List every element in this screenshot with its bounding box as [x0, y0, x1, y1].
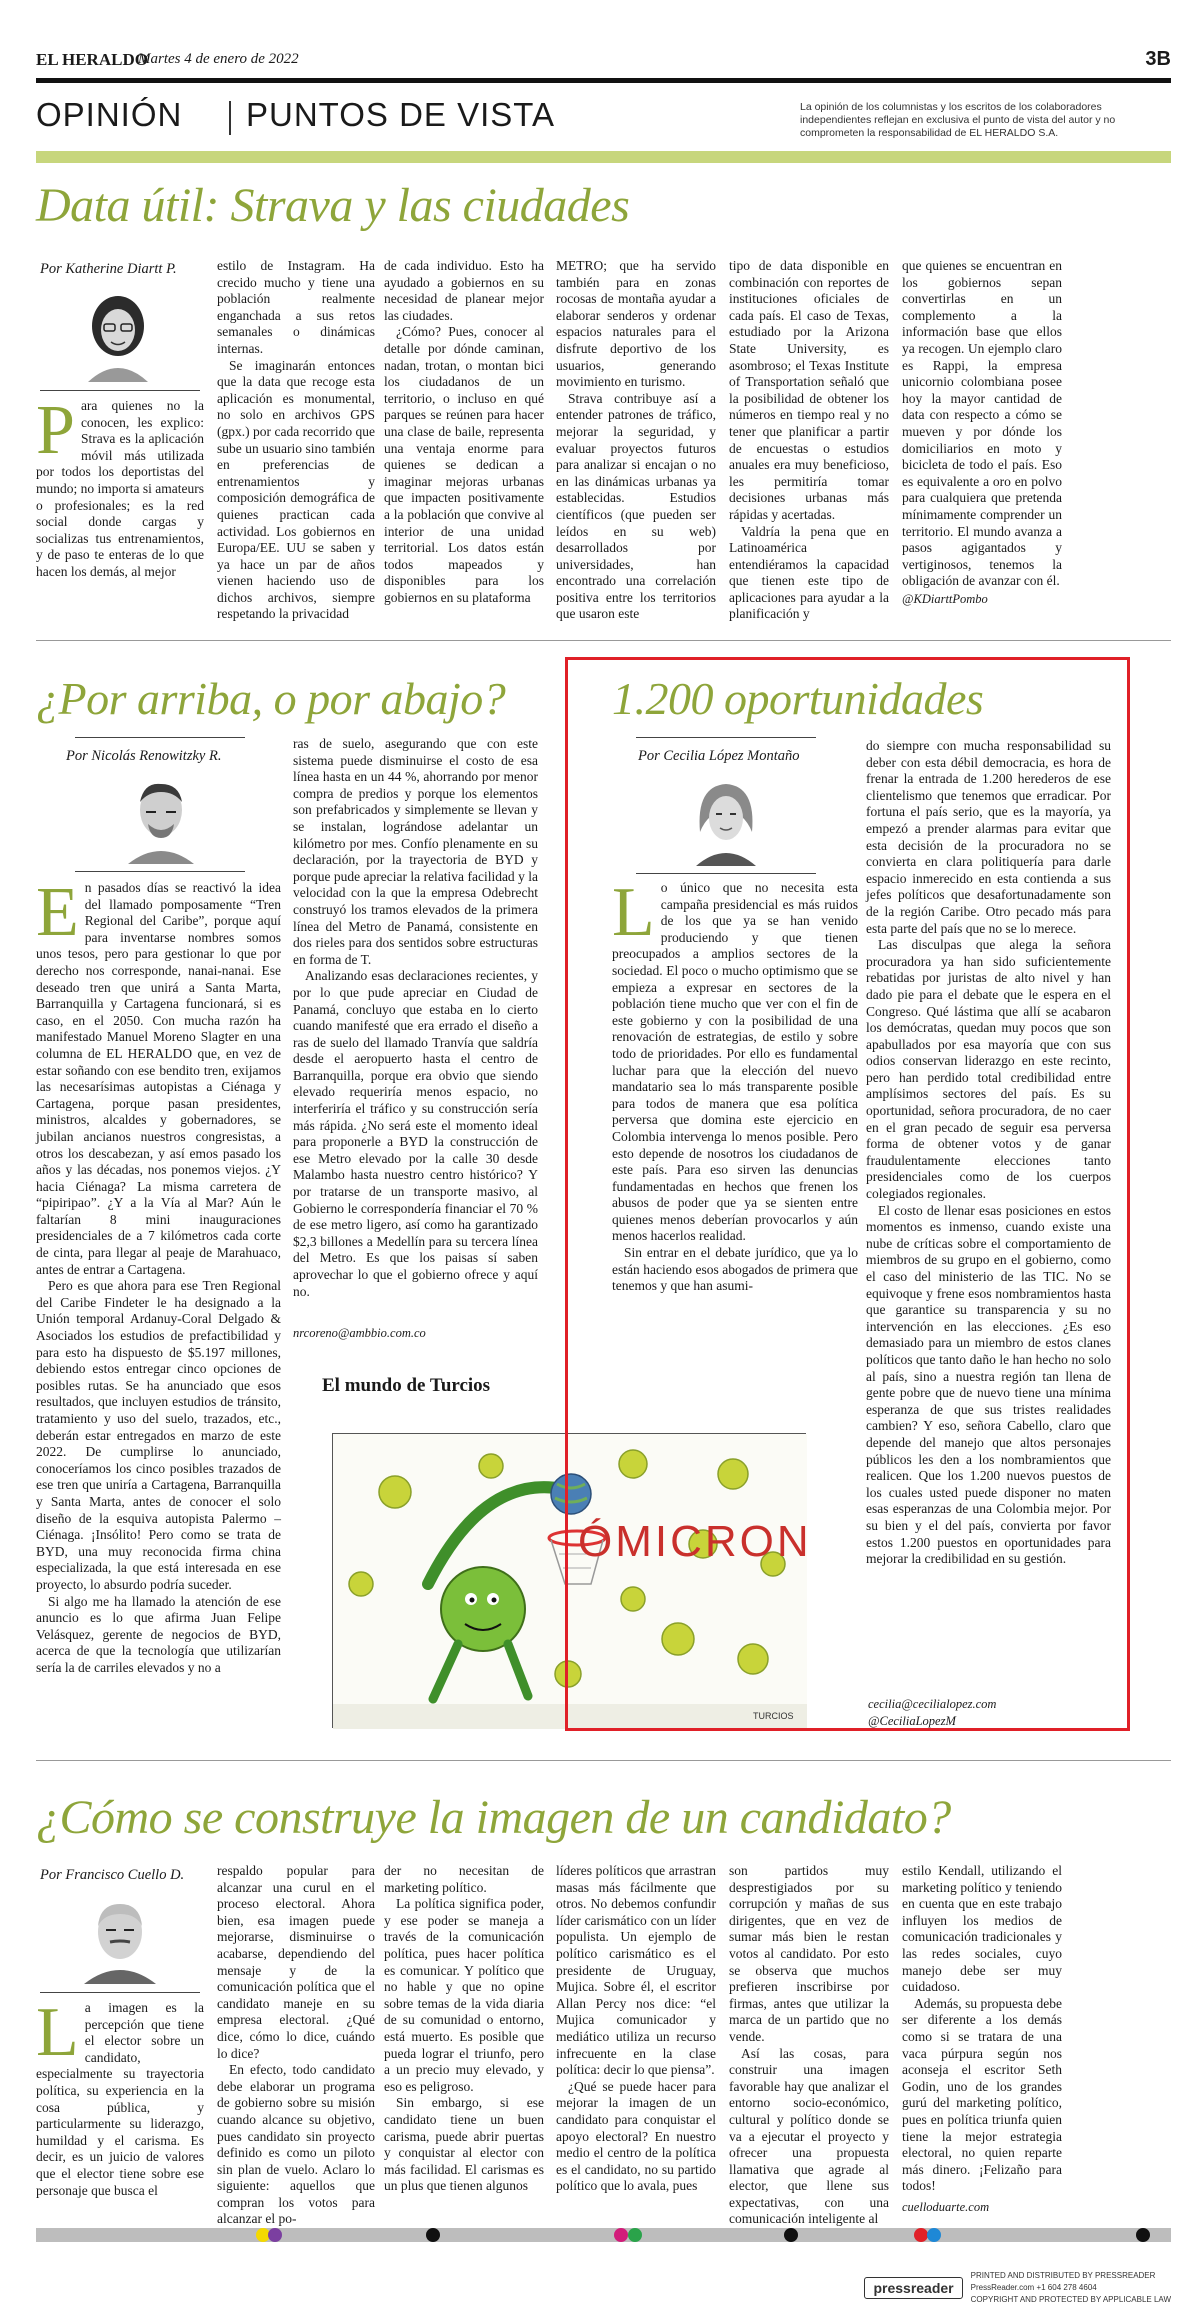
article3-handle: @CeciliaLopezM [868, 1714, 956, 1728]
article1-column-3 [384, 258, 544, 608]
cartoon-title: El mundo de Turcios [322, 1375, 491, 1396]
body-text: Valdría la pena que en Latinoamérica entendiéramos la capacidad que tienen este tipo de aplicaciones para ayudar a la planificación y [729, 523, 889, 622]
registration-dot-green [628, 2228, 642, 2242]
body-text: En efecto, todo candidato debe elaborar un programa de gobierno sobre su misión cuando alcance su objetivo, pues candidato sin proyecto definido es como un piloto sin plan de vuelo. Aclaro lo siguiente: aquellos que compran los votos para alcanzar el po- [217, 2062, 375, 2227]
separator-rule [36, 640, 1171, 641]
dropcap: L [36, 1994, 79, 2071]
body-text: do siempre con mucha responsabilidad su deber con esta débil democracia, es hora de frenar la entrada de 1.200 herederos de ese clientelismo que tenemos que erradicar. Por fortuna el país serio, que es la mayoría, ya empezó a prender alarmas para evitar que esta decisión de la procuradora no se convierta en clara politiquería para darle espacio inmerecido en esta contienda a sus jefes políticos que desafortunadamente son de la región Caribe. Otro pecado más para esta parte del país que no se lo merece. [866, 738, 1111, 936]
section-disclaimer: La opinión de los columnistas y los escritos de los colaboradores independientes reflejan en exclusiva el punto de vista del autor y no comprometen la responsabilidad de EL HERALDO S.A. [800, 101, 1116, 139]
registration-dot-black [784, 2228, 798, 2242]
newspaper-name: EL HERALDO [36, 50, 148, 69]
pressreader-line-3: COPYRIGHT AND PROTECTED BY APPLICABLE LAW [970, 2295, 1171, 2304]
body-text: Sin entrar en el debate jurídico, que ya lo están haciendo esos abogados de primera que tenemos y que han asumi- [612, 1245, 858, 1294]
article1-headline: Data útil: Strava y las ciudades [36, 179, 630, 232]
pressreader-line-2: PressReader.com +1 604 278 4604 [970, 2283, 1097, 2292]
article3-byline: Por Cecilia López Montaño [638, 748, 800, 764]
article4-column-1 [36, 1994, 204, 2215]
page-number: 3B [1145, 48, 1171, 70]
body-text: Si algo me ha llamado la atención de ese anuncio es lo que afirma Juan Felipe Velásquez, gerente de negocios de BYD, acerca de que la tecnología que utilizarían sería la de carriles elevados y no a [36, 1593, 281, 1675]
pressreader-logo: pressreader [864, 2277, 962, 2299]
article3-email: cecilia@cecilialopez.com [868, 1697, 997, 1711]
body-text: tipo de data disponible en combinación con reportes de instituciones oficiales de cada país. El caso de Texas, estudiado por la Arizona State University, es asombroso; el Texas Institute of Transportation señaló que la posibilidad de obtener los números en tiempo real y no tener que planificar a partir de encuestas o estudios anuales era muy beneficioso, les permitiría tomar decisiones urbanas más rápidas y acertadas. [729, 258, 889, 522]
body-text: a imagen es la percepción que tiene el elector sobre un candidato, especialmente su trayectoria política, su experiencia en la cosa pública, y particularmente su liderazgo, humildad y el carisma. Es decir, es un juicio de valores que el elector tiene sobre ese personaje que busca el [36, 2000, 204, 2198]
body-text: Sin embargo, si ese candidato tiene un buen carisma, puede abrir puertas y conquistar al elector con más facilidad. El carismas es un plus que tienen algunos [384, 2095, 544, 2194]
pressreader-badge [864, 2270, 1171, 2306]
registration-dot-purple [268, 2228, 282, 2242]
section-title-left: OPINIÓN [36, 96, 183, 133]
article1-column-2 [217, 258, 375, 622]
highlight-box [565, 657, 1130, 1731]
article4-byline: Por Francisco Cuello D. [40, 1867, 185, 1883]
article1-byline: Por Katherine Diartt P. [40, 261, 177, 277]
article4-column-3 [384, 1863, 544, 2215]
body-text: estilo de Instagram. Ha crecido mucho y tiene una población realmente enganchada a sus retos semanales o dinámicas internas. [217, 258, 375, 356]
registration-dot-magenta [614, 2228, 628, 2242]
body-text: Analizando esas declaraciones recientes, y por lo que pude apreciar en Ciudad de Panamá, concluyo que estaba en lo cierto cuando manifesté que era errado el diseño a ras de suelo del llamado Tranvía que saldría desde el aeropuerto hasta el centro de Barranquilla, porque era obvio que siendo elevado requeriría menos espacio, no interferiría el tráfico y su construcción sería más rápida. ¿No será este el momento ideal para proponerle a BYD la construcción de ese Metro elevado por la calle 30 desde Malambo hasta nuestro centro histórico? Y por tratarse de un transporte masivo, al Gobierno le correspondería financiar el 70 % de ese metro ligero, así como ha garantizado $2,3 billones a Medellín para su tercera línea del Metro. Es que los paisas sí saben aprovechar lo que el gobierno ofrece y aquí no. [293, 968, 538, 1299]
body-text: líderes políticos que arrastran masas más fácilmente que otros. No debemos confundir líder carismático con un líder populista. Un ejemplo de político carismático es el presidente de Uruguay, Mujica. Sobre él, el escritor Allan Percy nos dice: “el Mujica comunicador y mediático utiliza un recurso infrecuente en la clase política: decir lo que piensa”. [556, 1863, 716, 2078]
body-text: Se imaginarán entonces que la data que recoge esta aplicación es monumental, no solo en archivos GPS (gpx.) por cada recorrido que sube un usuario sino también en preferencias de entrenamientos y composición demográfica de quienes practican cada actividad. Los gobiernos en Europa/EE. UU se saben y ya hace un par de años vienen haciendo uso de dichos archivos, siempre respetando la privacidad [217, 357, 375, 622]
body-text: La política significa poder, y ese poder se maneja a través de la comunicación política, pues hacer política es comunicar. Y político que no hable y que no opine sobre temas de la vida diaria de su comunidad o entorno, está muerto. Es posible que pueda lograr el triunfo, pero a un precio muy elevado, y eso es peligroso. [384, 1896, 544, 2094]
article4-column-5 [729, 1863, 889, 2227]
article4-column-2 [217, 1863, 375, 2227]
body-text: METRO; que ha servido también para en zonas rocosas de montaña ayudar a elaborar senderos y ordenar espacios naturales para el disfrute deportivo de los usuarios, generando movimiento en turismo. [556, 258, 716, 390]
body-text: son partidos muy desprestigiados por su corrupción y mañas de sus dirigentes, que en vez de sumar más bien le restan votos al candidato. Por esto se observa que muchos prefieren inscribirse por firmas, antes que utilizar la marca de un partido que no vende. [729, 1863, 889, 2044]
registration-dot-black [1136, 2228, 1150, 2242]
body-text: ras de suelo, asegurando que con este sistema puede disminuirse el costo de esa línea hasta en un 44 %, ahorrando por menor compra de predios y porque los elementos son prefabricados y simplemente se llevan y se instalan, lográndose adelantar un kilómetro por mes. Confío plenamente en su declaración, por la trayectoria de BYD y porque pude apreciar la relativa facilidad y la velocidad con la que la empresa Odebrecht construyó los tramos elevados de la primera línea del Metro de Panamá, consistente en dos rieles para dos sentidos sobre estructuras en forma de T. [293, 736, 538, 967]
body-text: Así las cosas, para construir una imagen favorable hay que analizar el entorno socio-económico, cultural y político donde se va a ejecutar el proyecto y ofrecer una propuesta llamativa que agrade al elector, que llene sus expectativas, con una comunicación inteligente al [729, 2045, 889, 2227]
byline-rule [75, 871, 245, 872]
author-portrait-renowitzky [122, 772, 200, 864]
registration-dot-black [426, 2228, 440, 2242]
article1-column-1 [36, 392, 204, 608]
body-text: n pasados días se reactivó la idea del llamado pomposamente “Tren Regional del Caribe”, porque aquí para inventarse nombres somos unos tesos, pero para gestionar lo que por derecho nos corresponde, nanai-nanai. Ese deseado tren que unirá a Santa Marta, Barranquilla y Cartagena funcionará, si es caso, en el 2050. Con mucha razón ha manifestado Manuel Moreno Slagter en una columna de EL HERALDO que, en vez de estar soñando con ese bendito tren, exijamos las necesarísimas autopistas a Ciénaga y Cartagena, porque pasan presidentes, ministros, alcaldes y gobernadores, se jubilan ancianos nuestros congresistas, a otros los descabezan, y así emos pasado los años y las décadas, nos ponemos viejos. ¿Y hacia Ciénaga? La misma carretera de “pipiripao”. ¿Y a la Vía al Mar? Aún le faltarían 8 mini inauguraciones presidenciales de a 7 kilómetros cada corte de cinta, para llegar al peaje de Marahuaco, antes de entrar a Cartagena. [36, 880, 281, 1277]
body-text: ¿Cómo? Pues, conocer al detalle por dónde caminan, nadan, trotan, o montan bici los ciudadanos de un territorio, o incluso en qué parques se reúnen para hacer una clase de baile, representa una ventaja enorme para quienes se dedican a imaginar mejoras urbanas que impacten positivamente a la población que convive al interior de una unidad territorial. Los datos están todos mapeados y disponibles para los gobiernos en su plataforma [384, 324, 544, 605]
author-portrait-diartt [78, 286, 158, 382]
article2-signature: nrcoreno@ambbio.com.co [293, 1326, 426, 1340]
cartoon-word: ÓMICRON [578, 1517, 812, 1566]
body-text: Strava contribuye así a entender patrones de tráfico, mejorar la seguridad, y evaluar proyectos futuros para analizar si encajan o no en las dinámicas urbanas ya establecidas. Estudios científicos (que pueden ser leídos en su web) desarrollados por universidades, han encontrado una correlación positiva entre los territorios que usaron este [556, 390, 716, 622]
byline-rule [40, 390, 200, 391]
body-text: respaldo popular para alcanzar una curul en el proceso electoral. Ahora bien, esa imagen puede mejorarse, disminuirse o acabarse, dependiendo del mensaje y de la comunicación política que el candidato maneje en su empresa electoral. ¿Qué dice, cómo lo dice, cuándo lo dice? [217, 1863, 375, 2061]
article4-headline: ¿Cómo se construye la imagen de un candidato? [36, 1791, 951, 1844]
article2-column-1 [36, 874, 281, 1730]
article1-column-4 [556, 258, 716, 622]
dropcap: E [36, 874, 79, 951]
article1-signature: @KDiarttPombo [902, 592, 988, 606]
article4-column-4 [556, 1863, 716, 2215]
article4-column-6 [902, 1863, 1062, 2198]
article1-column-5 [729, 258, 889, 622]
article2-headline: ¿Por arriba, o por abajo? [36, 673, 506, 724]
body-text: ¿Qué se puede hacer para mejorar la imagen de un candidato para conquistar el apoyo electoral? En nuestro medio el centro de la política es el candidato, no su partido político que lo avala, pues [556, 2078, 716, 2194]
printer-color-bar [36, 2228, 1171, 2242]
article1-column-6 [902, 258, 1062, 590]
body-text: que quienes se encuentran en los gobiernos sepan convertirlas en un complemento a la información base que ellos ya recogen. Un ejemplo claro es Rappi, la empresa unicornio colombiana posee hoy la mayor cantidad de data con respecto a cómo se mueven y por dónde los domiciliarios en moto y bicicleta de todo el país. Eso es equivalente a oro en polvo para cualquiera que pretenda mínimamente comprender un territorio. El mundo avanza a pasos agigantados y vertiginosos, tenemos la obligación de avanzar con él. [902, 258, 1062, 589]
pressreader-line-1: PRINTED AND DISTRIBUTED BY PRESSREADER [970, 2271, 1156, 2280]
dropcap: P [36, 392, 75, 469]
body-text: El costo de llenar esas posiciones en estos momentos es inmenso, cuando existe una nube de críticas sobre el comportamiento de miembros de su grupo en el gobierno, como el caso del ministerio de las TIC. No se equivoque y frene esos nombramientos hasta que garantice su transparencia y su no intervención en las elecciones. ¿Es eso demasiado para un miembro de estos clanes políticos que tanto daño le han hecho no solo al país, sino a nuestra región tan llena de gente pobre que de nuevo tiene una mínima esperanza de que sus tristes realidades cambien? Y eso, señora Cabello, claro que depende del manejo que altos personajes públicos les den a los nombramientos que realicen. Que los 1.200 nuevos puestos de los cuales usted puede disponer no maten esas esperanzas de una Colombia mejor. Por su bien y el del país, convierta por favor estos 1.200 puestos en oportunidades para mejorar la credibilidad en su gestión. [866, 1202, 1111, 1567]
section-title-right: PUNTOS DE VISTA [246, 96, 556, 133]
article4-signature: cuelloduarte.com [902, 2200, 990, 2214]
article3-headline: 1.200 oportunidades [612, 673, 984, 724]
byline-rule [40, 1992, 200, 1993]
issue-date: Martes 4 de enero de 2022 [138, 51, 299, 67]
author-portrait-cuello [80, 1890, 160, 1984]
body-text: de cada individuo. Esto ha ayudado a gobiernos en su necesidad de planear mejor las ciudades. [384, 258, 544, 323]
section-band [36, 151, 1171, 163]
dropcap: L [612, 874, 655, 951]
body-text: der no necesitan de marketing político. [384, 1863, 544, 1895]
separator-rule [36, 1760, 1171, 1761]
registration-dot-red [914, 2228, 928, 2242]
body-text: Pero es que ahora para ese Tren Regional del Caribe Findeter le ha designado a la Unión temporal Ardanuy-Coral Delgado & Asociados los estudios de prefactibilidad y para esto ha dispuesto de $5.197 millones, debiendo estos entregar cinco opciones de posibles rutas. Se ha anunciado que esos resultados, que incluyen estudios de tránsito, tratamiento y uso del suelo, trazados, etc., deberán estar entregados en marzo de este 2022. De cumplirse lo anunciado, conoceríamos los cinco posibles trazados de ese tren que uniría a Cartagena, Barranquilla y Santa Marta, antes de conocer el solo diseño de la esquiva autopista Palermo – Ciénaga. ¡Insólito! Pero como se trata de BYD, una muy reconocida firma china especializada, la que está interesada en ese proyecto, lo absurdo podría suceder. [36, 1278, 281, 1592]
article2-column-2 [293, 736, 538, 1321]
registration-dot-blue [927, 2228, 941, 2242]
cartoon-artist: TURCIOS [753, 1711, 794, 1721]
top-rule [36, 78, 1171, 83]
article2-byline: Por Nicolás Renowitzky R. [66, 748, 222, 764]
body-text: estilo Kendall, utilizando el marketing político y teniendo en cuenta que en este trabajo influyen los medios de comunicación tradicionales y las redes sociales, cuyo manejo debe ser muy cuidadoso. [902, 1863, 1062, 1995]
body-text: Además, su propuesta debe ser diferente a los demás como si se tratara de una vaca púrpura según nos aconseja el escritor Seth Godin, uno de los grandes gurú del marketing político, pues en política triunfa quien tiene la mejor estrategia electoral, no quien reparte más dinero. ¡Felizaño para todos! [902, 1995, 1062, 2194]
body-text: o único que no necesita esta campaña presidencial es más ruidos de los que ya se han venido produciendo y que tienen preocupados a amplios sectores de la sociedad. El poco o mucho optimismo que se empieza a expresar en sectores de la población tiene mucho que ver con el fin de este gobierno y con la posibilidad de una renovación de estrategias, de estilo y sobre todo de prioridades. Por ello es fundamental luchar para que la elección del nuevo mandatario sea lo más transparente posible para todos de manera que esa política perversa que domina este ejercicio en Colombia intervenga lo menos posible. Pero esto depende de nosotros los ciudadanos de este país. Para eso sirven las denuncias fundamentadas en hechos que frenen los abusos de poder que ya se sienten entre quienes menos deberían provocarlos y aún menos hacerlos realidad. [612, 880, 858, 1244]
body-text: ara quienes no la conocen, les explico: Strava es la aplicación móvil más utilizada por todos los deportistas del mundo; no importa si amateurs o profesionales; es la red social donde cargas y socializas tus entrenamientos, y de paso te enteras de lo que hacen los demás, al mejor [36, 398, 204, 579]
body-text: Las disculpas que alega la señora procuradora ya han sido suficientemente rebatidas por juristas de alto nivel y han dado pie para el debate que le espera en el Congreso. Qué lástima que allí se acabaron los demócratas, quedan muy pocos que son apabullados por esa mayoría que con sus odios conservan liderazgo en este recinto, pero han perdido total credibilidad entre amplísimos sectores del país. Es su oportunidad, señora procuradora, de no caer en el gran pecado de seguir esa perversa forma de obtener votos y de ganar fraudulentamente elecciones tanto presidenciales como de los cuerpos colegiados regionales. [866, 937, 1111, 1202]
section-divider [229, 101, 231, 135]
byline-rule [75, 737, 245, 738]
